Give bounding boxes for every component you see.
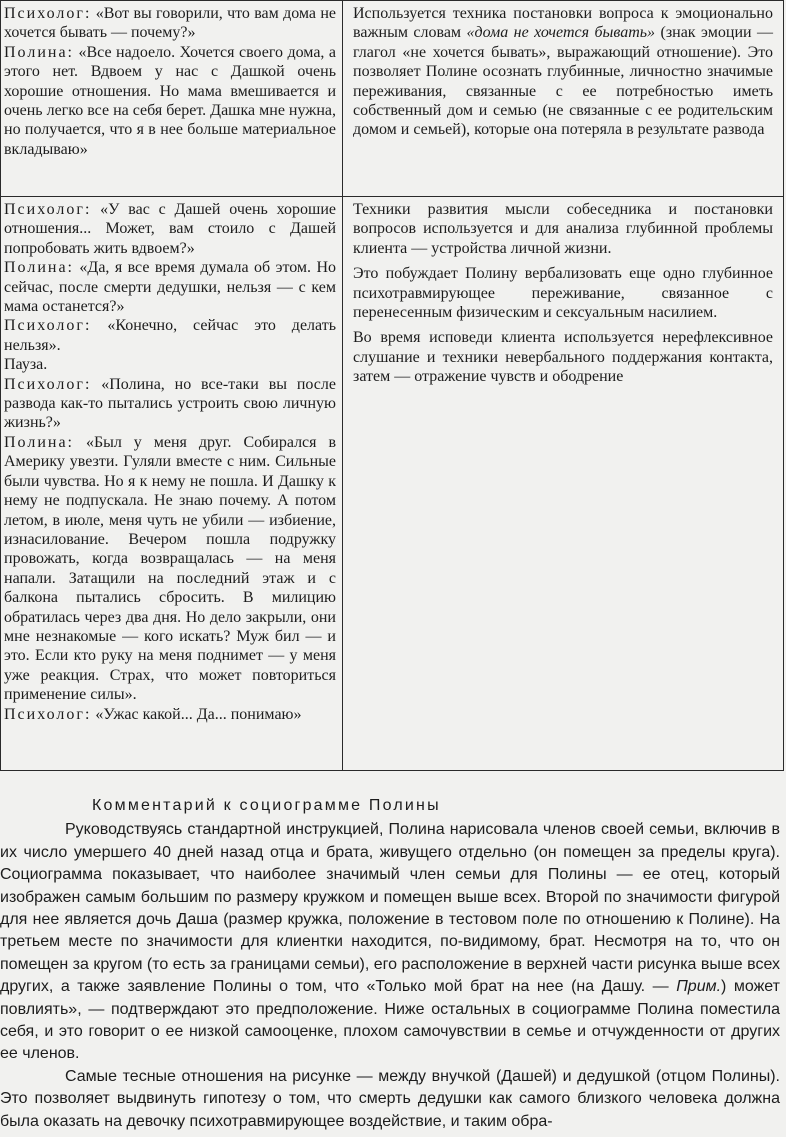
speaker-label: Полина: bbox=[4, 433, 74, 451]
dialogue-line bbox=[4, 43, 336, 159]
paragraph-text: Руководствуясь стандартной инструкцией, Полина нарисовала членов своей семьи, включив в их число умершего 40 дней назад отца и брата, живущего отдельно (он помещен за пределы круга). Социограмма показывает, что наиболее значимый член семьи для Полины — ее отец, который изображен самым большим по размеру кружком и помещен выше всех. Второй по значимости фигурой для нее является дочь Даша (размер кружка, положение в тестовом поле по отношению к Полине). На третьем месте по значимости для клиентки находится, по-видимому, брат. Несмотря на то, что он помещен за кругом (то есть за границами семьи), его расположение в верхней части рисунка выше всех других, а также заявление Полины о том, что «Только мой брат на нее (на Дашу. — bbox=[0, 821, 780, 996]
note-text: (знак эмоции — глагол «не хочется бывать», выражающий отношение). Это позволяет Полине осознать глубинные, личностно значимые переживания, связанные с ее потребностью иметь собственный дом и семью (не связанные с ее родительским домом и семьей), которые она потеряла в результате развода bbox=[353, 24, 774, 139]
table-row bbox=[1, 1, 784, 197]
speaker-label: Психолог: bbox=[4, 201, 92, 218]
utterance: «Полина, но все-таки вы после развода как-то пытались устроить свою личную жизнь?» bbox=[4, 375, 336, 432]
commentary-cell bbox=[343, 1, 784, 197]
speaker-label: Психолог: bbox=[4, 5, 92, 22]
utterance: «Вот вы говорили, что вам дома не хочется бывать — почему?» bbox=[4, 5, 336, 42]
commentary-cell bbox=[343, 197, 784, 771]
dialogue-line bbox=[4, 4, 336, 43]
technique-note bbox=[353, 4, 773, 140]
utterance: «Да, я все время думала об этом. Но сейчас, после смерти дедушки, нельзя — с кем мама останется?» bbox=[4, 259, 336, 316]
table-row bbox=[1, 197, 784, 771]
dialogue-line bbox=[4, 705, 336, 724]
paragraph-text: Самые тесные отношения на рисунке — между внучкой (Дашей) и дедушкой (отцом Полины). Это позволяет выдвинуть гипотезу о том, что смерть дедушки как самого близкого человека должна была оказать на девочку психотравмирующее воздействие, и таким обра- bbox=[0, 1067, 780, 1130]
dialogue-line bbox=[4, 375, 336, 433]
paragraph-text: ) может повлиять», — подтверждают это предположение. Ниже остальных в социограмме Полина поместила себя, и это говорит о ее низкой самооценке, плохом самочувствии в семье и отчужденности от других ее членов. bbox=[0, 978, 781, 1063]
dialogue-line bbox=[4, 316, 336, 355]
note-text: Это побуждает Полину вербализовать еще одно глубинное психотравмирующее переживание, связанное с перенесенным физическим и сексуальным насилием. bbox=[353, 265, 773, 322]
technique-note bbox=[353, 328, 773, 386]
dialogue-cell bbox=[1, 1, 343, 197]
note-text: Используется техника постановки вопроса к эмоционально важным словам bbox=[353, 5, 773, 42]
speaker-label: Полина: bbox=[4, 259, 74, 277]
section-heading: Комментарий к социограмме Полины bbox=[92, 797, 441, 814]
utterance: «Ужас какой... Да... понимаю» bbox=[91, 705, 302, 723]
utterance: «Все надоело. Хочется своего дома, а этого нет. Вдвоем у нас с Дашкой очень хорошие отношения. Но мама вмешивается и очень легко все на себя берет. Дашка мне нужна, но получается, что я в нее больше материальное вкладываю» bbox=[4, 43, 336, 158]
dialogue-line bbox=[4, 258, 336, 316]
dialogue-line bbox=[4, 200, 336, 258]
technique-note bbox=[353, 264, 773, 322]
dialogue-line bbox=[4, 355, 336, 374]
note-emphasis: «дома не хочется бывать» bbox=[466, 24, 656, 42]
utterance: «У вас с Дашей очень хорошие отношения... Может, вам стоило с Дашей попробовать жить вдвоем?» bbox=[4, 201, 336, 257]
dialogue-cell bbox=[1, 197, 343, 771]
speaker-label: Психолог: bbox=[4, 705, 92, 723]
body-paragraph bbox=[0, 1066, 786, 1133]
dialogue-line bbox=[4, 433, 336, 705]
utterance: Пауза. bbox=[4, 356, 48, 374]
speaker-label: Психолог: bbox=[4, 375, 92, 393]
body-paragraph bbox=[0, 819, 786, 1065]
technique-note bbox=[353, 200, 773, 258]
speaker-label: Психолог: bbox=[4, 317, 92, 335]
utterance: «Конечно, сейчас это делать нельзя». bbox=[4, 317, 336, 354]
commentary-section bbox=[0, 795, 786, 1133]
paragraph-emphasis: Прим. bbox=[676, 978, 722, 996]
utterance: «Был у меня друг. Собирался в Америку увезти. Гуляли вместе с ним. Сильные были чувства. Но я к нему не пошла. И Дашку к нему не подпускала. Не знаю почему. А потом летом, в июле, меня чуть не убили — избиение, изнасилование. Вечером пошла подружку провожать, когда возвращалась — на меня напали. Затащили на последний этаж и с балкона пытались сбросить. В милицию обратилась через два дня. Но дело закрыли, они мне незнакомые — кого искать? Муж бил — и это. Если кто руку на меня поднимет — у меня уже реакция. Страх, что может повториться применение силы». bbox=[4, 433, 336, 704]
note-text: Техники развития мысли собеседника и постановки вопросов используется и для анализа глубинной проблемы клиента — устройства личной жизни. bbox=[353, 201, 773, 257]
speaker-label: Полина: bbox=[4, 43, 74, 61]
note-text: Во время исповеди клиента используется нерефлексивное слушание и техники невербального поддержания контакта, затем — отражение чувств и ободрение bbox=[353, 329, 773, 386]
